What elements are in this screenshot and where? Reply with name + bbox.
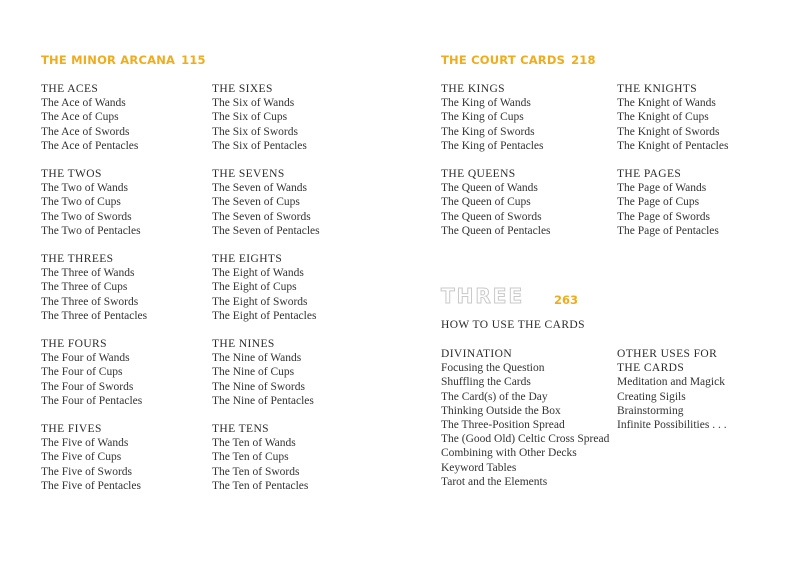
other-uses-list: [617, 375, 727, 432]
toc-entry: The Queen of Pentacles: [441, 224, 551, 237]
toc-group: [441, 167, 551, 238]
court-cards-title: THE COURT CARDS: [441, 53, 566, 67]
toc-entry: The Ten of Swords: [212, 465, 300, 478]
toc-entry: The Card(s) of the Day: [441, 390, 548, 403]
toc-entry: The Six of Wands: [212, 97, 295, 110]
toc-entry: The Ace of Cups: [41, 111, 119, 124]
toc-entry: Brainstorming: [617, 404, 684, 417]
toc-group: [617, 82, 728, 153]
toc-entry: The Ten of Pentacles: [212, 479, 309, 492]
toc-entry: The Ace of Pentacles: [41, 139, 139, 152]
group-title: THE THREES: [41, 253, 114, 266]
toc-entry: The King of Wands: [441, 97, 531, 110]
group-title: THE TWOS: [41, 168, 102, 181]
toc-entry: The Two of Pentacles: [41, 224, 141, 237]
toc-entry: The Three of Pentacles: [41, 309, 148, 322]
divination-list: [441, 361, 609, 489]
toc-entry: The Queen of Wands: [441, 182, 538, 195]
minor-arcana-right-column: [212, 82, 320, 507]
toc-entry: The Three-Position Spread: [441, 419, 565, 432]
toc-entry: The Six of Pentacles: [212, 139, 307, 152]
part-three-page: 263: [554, 293, 579, 307]
toc-entry: The Eight of Pentacles: [212, 309, 317, 322]
court-cards-left-column: [441, 82, 551, 252]
other-uses-section: [617, 347, 727, 432]
toc-entry: The Two of Swords: [41, 210, 132, 223]
divination-section: [441, 347, 609, 489]
toc-entry: The Page of Swords: [617, 210, 710, 223]
toc-group: [212, 252, 320, 323]
group-title: THE ACES: [41, 83, 99, 95]
court-cards-right-column: [617, 82, 728, 252]
toc-entry: The Eight of Wands: [212, 267, 304, 280]
toc-group: [41, 422, 147, 493]
group-title: THE TENS: [212, 423, 269, 436]
toc-entry: The King of Pentacles: [441, 139, 544, 152]
group-title: THE FOURS: [41, 338, 107, 351]
toc-entry: The Nine of Pentacles: [212, 394, 314, 407]
toc-group: [41, 82, 147, 153]
toc-group: [41, 252, 147, 323]
toc-entry: The Two of Wands: [41, 182, 128, 195]
group-title: THE SIXES: [212, 83, 273, 95]
toc-group: [212, 422, 320, 493]
toc-entry: The (Good Old) Celtic Cross Spread: [441, 433, 610, 446]
toc-entry: The Six of Cups: [212, 111, 288, 124]
toc-entry: The Four of Wands: [41, 352, 130, 365]
toc-entry: The Three of Wands: [41, 267, 135, 280]
toc-entry: Tarot and the Elements: [441, 475, 548, 488]
group-title: THE EIGHTS: [212, 253, 283, 266]
toc-entry: The Seven of Wands: [212, 182, 307, 195]
toc-entry: The Page of Pentacles: [617, 224, 719, 237]
toc-entry: The Queen of Cups: [441, 196, 531, 209]
minor-arcana-title: THE MINOR ARCANA: [41, 53, 176, 67]
toc-group: [212, 167, 320, 238]
toc-group: [41, 337, 147, 408]
toc-entry: The Five of Cups: [41, 451, 122, 464]
toc-entry: The Ace of Wands: [41, 97, 126, 110]
toc-entry: The Two of Cups: [41, 196, 121, 209]
part-three-title: THREE: [441, 284, 525, 308]
toc-group: [41, 167, 147, 238]
toc-group: [212, 337, 320, 408]
toc-entry: The Five of Pentacles: [41, 479, 141, 492]
toc-entry: The Page of Wands: [617, 182, 707, 195]
toc-entry: The Seven of Cups: [212, 196, 300, 209]
toc-entry: The Four of Pentacles: [41, 394, 143, 407]
toc-group: [441, 82, 551, 153]
group-title: THE NINES: [212, 338, 275, 351]
toc-entry: The Eight of Swords: [212, 295, 308, 308]
toc-entry: The Seven of Pentacles: [212, 224, 320, 237]
toc-entry: The Ace of Swords: [41, 125, 130, 138]
part-three-subtitle: HOW TO USE THE CARDS: [441, 319, 585, 331]
toc-group: [212, 82, 320, 153]
toc-entry: The Four of Swords: [41, 380, 134, 393]
toc-entry: The Queen of Swords: [441, 210, 542, 223]
toc-entry: The Nine of Cups: [212, 366, 295, 379]
group-title: THE SEVENS: [212, 168, 285, 181]
toc-entry: Thinking Outside the Box: [441, 404, 561, 417]
toc-entry: The Ten of Cups: [212, 451, 289, 464]
minor-arcana-page: 115: [181, 53, 206, 67]
group-title: THE PAGES: [617, 168, 682, 181]
toc-entry: The Seven of Swords: [212, 210, 311, 223]
other-uses-title-line-1: OTHER USES FOR: [617, 348, 718, 360]
toc-entry: The Six of Swords: [212, 125, 298, 138]
toc-entry: Infinite Possibilities . . .: [617, 419, 727, 432]
toc-entry: Keyword Tables: [441, 461, 517, 474]
toc-entry: Creating Sigils: [617, 390, 686, 403]
toc-entry: The Three of Swords: [41, 295, 139, 308]
toc-entry: The Five of Swords: [41, 465, 133, 478]
toc-group: [617, 167, 728, 238]
other-uses-title-line-2: THE CARDS: [617, 362, 685, 375]
toc-entry: The Nine of Wands: [212, 352, 302, 365]
toc-entry: The King of Cups: [441, 111, 524, 124]
toc-entry: The Knight of Cups: [617, 111, 709, 124]
toc-entry: Shuffling the Cards: [441, 376, 531, 389]
toc-entry: The Page of Cups: [617, 196, 700, 209]
toc-entry: The Nine of Swords: [212, 380, 305, 393]
toc-entry: The Four of Cups: [41, 366, 123, 379]
minor-arcana-left-column: [41, 82, 147, 507]
toc-entry: Focusing the Question: [441, 362, 545, 375]
court-cards-page: 218: [571, 53, 596, 67]
toc-entry: The Eight of Cups: [212, 281, 297, 294]
toc-entry: The Three of Cups: [41, 281, 128, 294]
divination-title: DIVINATION: [441, 348, 513, 360]
group-title: THE QUEENS: [441, 168, 516, 181]
group-title: THE KINGS: [441, 83, 505, 95]
court-cards-heading: [441, 53, 596, 67]
toc-entry: The Ten of Wands: [212, 437, 296, 450]
toc-entry: The King of Swords: [441, 125, 535, 138]
toc-entry: The Knight of Wands: [617, 97, 716, 110]
toc-entry: Combining with Other Decks: [441, 447, 577, 460]
toc-entry: Meditation and Magick: [617, 376, 725, 389]
toc-entry: The Five of Wands: [41, 437, 129, 450]
minor-arcana-heading: [41, 53, 206, 67]
toc-entry: The Knight of Pentacles: [617, 139, 729, 152]
group-title: THE KNIGHTS: [617, 83, 698, 95]
toc-entry: The Knight of Swords: [617, 125, 720, 138]
group-title: THE FIVES: [41, 423, 102, 436]
